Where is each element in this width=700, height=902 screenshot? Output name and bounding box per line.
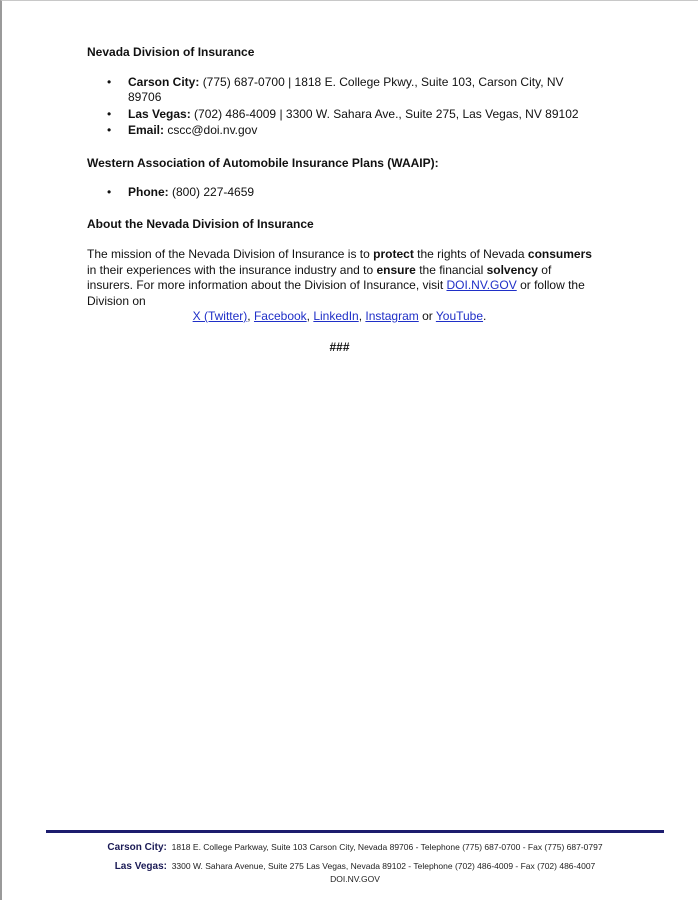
bullet-icon: • (107, 74, 112, 89)
youtube-link[interactable]: YouTube (435, 309, 484, 323)
list-item-carson-city (87, 75, 592, 106)
about-heading: About the Nevada Division of Insurance (87, 216, 314, 231)
footer-divider (46, 830, 664, 833)
nv-doi-heading: Nevada Division of Insurance (87, 45, 255, 59)
instagram-link[interactable]: Instagram (365, 309, 419, 323)
contact-text: (800) 227-4659 (172, 185, 255, 199)
contact-text: (702) 486-4009 | 3300 W. Sahara Ave., Suite 275, Las Vegas, NV 89102 (194, 106, 579, 121)
end-mark: ### (329, 339, 350, 354)
linkedin-link[interactable]: LinkedIn (313, 309, 359, 323)
nv-doi-contact-list (87, 75, 592, 139)
contact-text: (775) 687-0700 | 1818 E. College Pkwy., Suite 103, Carson City, NV 89706 (128, 74, 564, 104)
waaip-heading: Western Association of Automobile Insurance Plans (WAAIP): (87, 155, 439, 170)
facebook-link[interactable]: Facebook (253, 309, 307, 323)
contact-label: Email: (128, 123, 165, 137)
footer-website: DOI.NV.GOV (330, 874, 380, 884)
page-footer (46, 841, 664, 885)
contact-text: cscc@doi.nv.gov (167, 123, 258, 137)
footer-las-vegas-line: Las Vegas: 3300 W. Sahara Avenue, Suite 275 Las Vegas, Nevada 89102 - Telephone (702) 486-4009 - Fax (702) 486-4007 (114, 861, 596, 872)
footer-carson-city-line: Carson City: 1818 E. College Parkway, Suite 103 Carson City, Nevada 89706 - Telephone (775) 687-0700 - Fax (775) 687-0797 (107, 842, 603, 853)
mission-paragraph: The mission of the Nevada Division of Insurance is to protect the rights of Nevada consumers in their experiences with the insurance industry and to ensure the financial solvency of insurers. For more information about the Division of Insurance, visit DOI.NV.GOV or follow the Division on (87, 247, 592, 308)
x-twitter-link[interactable]: X (Twitter) (192, 309, 248, 323)
document-body (87, 45, 592, 367)
contact-label: Phone: (128, 185, 169, 199)
contact-label: Las Vegas: (128, 106, 191, 121)
waaip-contact-list (87, 185, 592, 201)
bullet-icon: • (107, 106, 112, 121)
bullet-icon: • (107, 185, 112, 199)
list-item-email (87, 123, 592, 139)
list-item-phone (87, 185, 592, 201)
bullet-icon: • (107, 123, 112, 137)
contact-label: Carson City: (128, 74, 200, 89)
list-item-las-vegas (87, 107, 592, 123)
social-links-line: X (Twitter), Facebook, LinkedIn, Instagram or YouTube. (192, 309, 487, 323)
doi-website-link[interactable]: DOI.NV.GOV (446, 278, 517, 292)
